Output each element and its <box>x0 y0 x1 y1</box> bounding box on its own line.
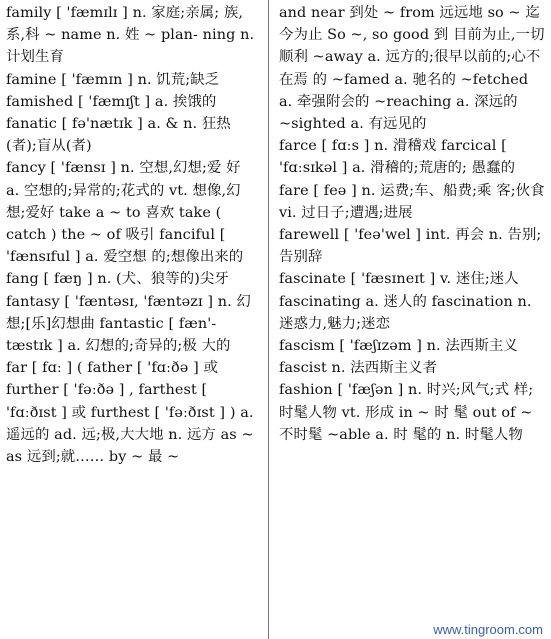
left-column <box>6 2 258 468</box>
entry-fascism: fascism [ 'fæʃɪzəm ] n. 法西斯主义 fascist n. 法西斯主义者 <box>279 338 518 377</box>
entry-family: family [ 'fæmɪlɪ ] n. 家庭;亲属; 族,系,科 ~ name n. 姓 ~ plan- ning n. 计划生育 <box>6 5 255 66</box>
entry-fascinate: fascinate [ 'fæsɪneɪt ] v. 迷住;迷人 fascinating a. 迷人的 fascination n. 迷惑力,魅力;迷恋 <box>279 271 532 332</box>
entry-fantasy: fantasy [ 'fæntəsɪ, 'fæntəzɪ ] n. 幻 想;[乐]幻想曲 fantastic [ fæn'- tæstɪk ] a. 幻想的;奇异的;极 大的 <box>6 293 251 355</box>
entry-farewell: farewell [ 'feə'wel ] int. 再会 n. 告别;告别辞 <box>279 227 542 266</box>
entry-far-continued: and near 到处 ~ from 远远地 so ~ 迄今为止 So ~, so good 到 目前为止,一切顺利 ~away a. 远方的;很早以前的;心不在焉 的 ~famed a. 驰名的 ~fetched a. 牵强附会的 ~reaching a. 深远的 ~sighted a. 有远见的 <box>279 5 545 133</box>
right-column <box>279 2 545 446</box>
entry-famished: famished [ 'fæmɪʃt ] a. 挨饿的 <box>6 93 217 110</box>
entry-fashion: fashion [ 'fæʃən ] n. 时兴;风气;式 样;时髦人物 vt. 形成 in ~ 时 髦 out of ~ 不时髦 ~able a. 时 髦的 n. 时髦人物 <box>279 382 534 443</box>
watermark: www.tingroom.com <box>433 622 543 637</box>
entry-fare: fare [ feə ] n. 运费;车、船费;乘 客;伙食 vi. 过日子;遭遇;进展 <box>279 182 545 221</box>
entry-fanatic: fanatic [ fə'nætɪk ] a. & n. 狂热 (者);盲从(者) <box>6 116 231 155</box>
entry-famine: famine [ 'fæmɪn ] n. 饥荒;缺乏 <box>6 71 220 88</box>
entry-farce: farce [ fɑːs ] n. 滑稽戏 farcical [ 'fɑːsɪkəl ] a. 滑稽的;荒唐的; 愚蠢的 <box>279 138 516 177</box>
entry-fang: fang [ fæŋ ] n. (犬、狼等的)尖牙 <box>6 271 229 288</box>
column-divider <box>268 0 269 639</box>
entry-far: far [ fɑː ] ( father [ 'fɑːðə ] 或 further [ 'fəːðə ] , farthest [ 'fɑːðɪst ] 或 furthest [ 'fəːðɪst ] ) a. 遥远的 ad. 远;极,大大地 n. 远方 as ~ as 远到;就…… by ~ 最 ~ <box>6 360 254 466</box>
entry-fancy: fancy [ 'fænsɪ ] n. 空想,幻想;爱 好 a. 空想的;异常的;花式的 vt. 想像,幻想;爱好 take a ~ to 喜欢 take ( catch ) the ~ of 吸引 fanciful [ 'fænsɪful ] a. 爱空想 的;想像出来的 <box>6 160 244 266</box>
